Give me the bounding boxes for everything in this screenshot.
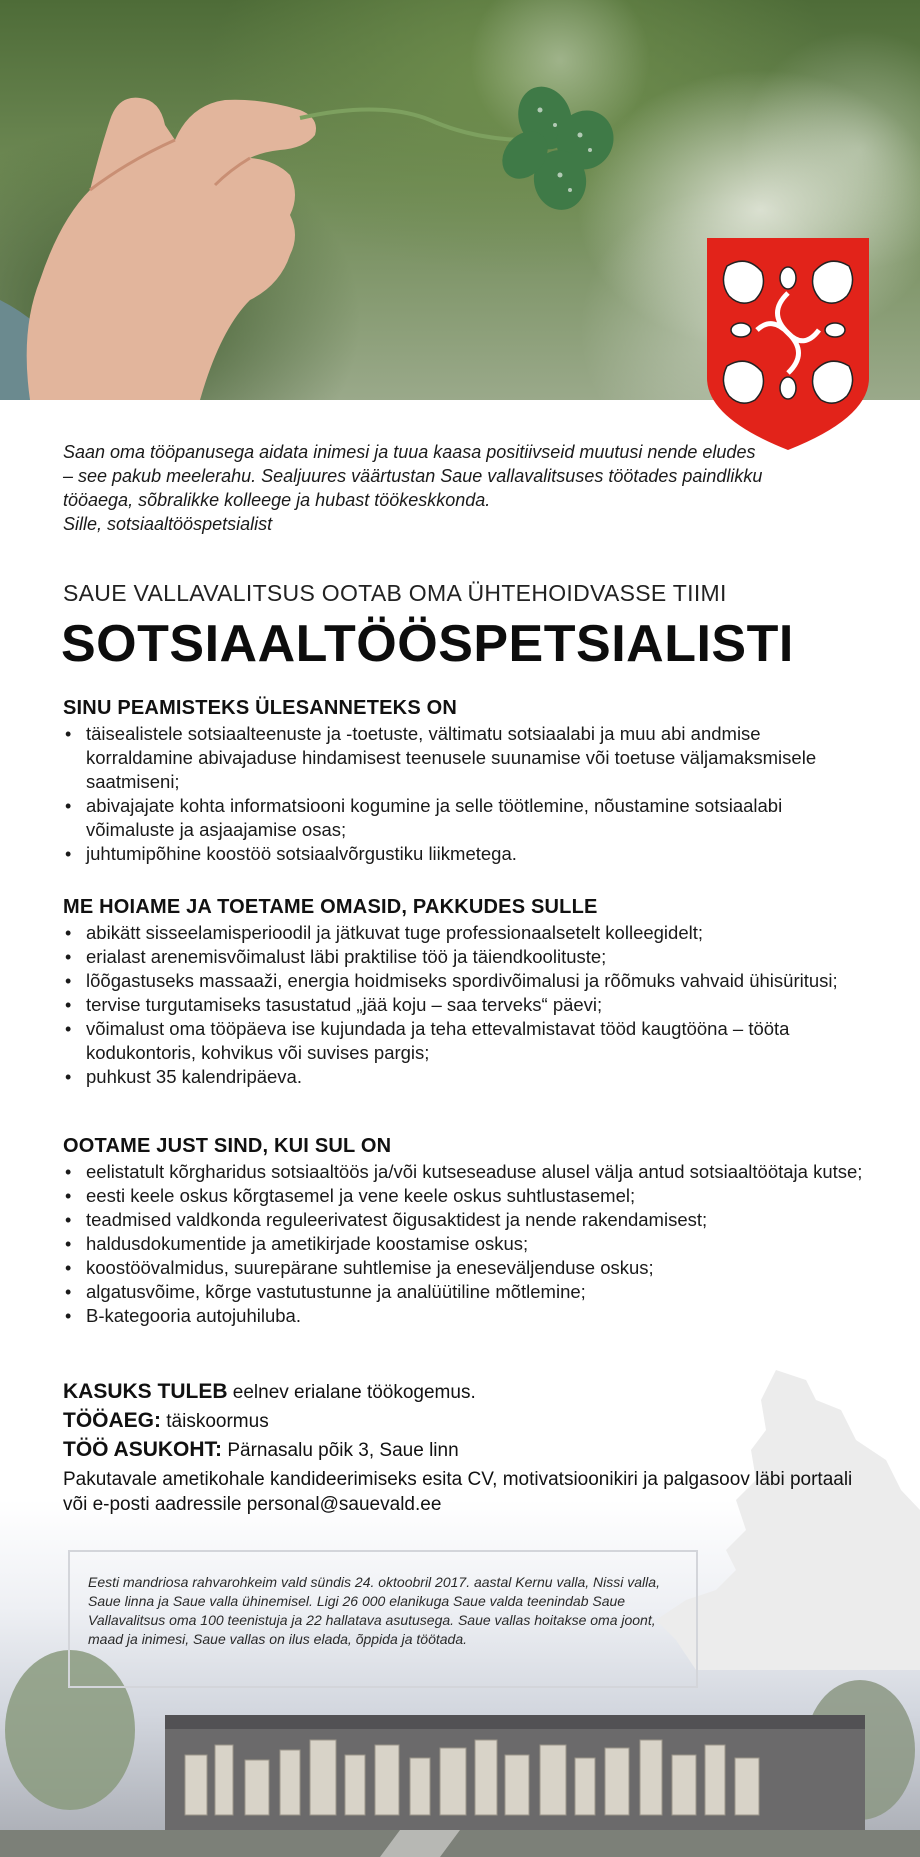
list-item: • B-kategooria autojuhiluba. <box>63 1304 863 1328</box>
job-facts <box>63 1378 863 1517</box>
duties-list <box>63 722 863 866</box>
section-heading: SINU PEAMISTEKS ÜLESANNETEKS ON <box>63 697 458 719</box>
hours-row <box>63 1407 863 1436</box>
location-row <box>63 1436 863 1465</box>
list-item: • erialast arenemisvõimalust läbi praktilise töö ja täiendkoolituste; <box>63 945 863 969</box>
requirements-list <box>63 1160 863 1328</box>
experience-value: eelnev erialane töökogemus. <box>227 1382 476 1403</box>
section-heading: OOTAME JUST SIND, KUI SUL ON <box>63 1135 392 1157</box>
section-heading: ME HOIAME JA TOETAME OMASID, PAKKUDES SULLE <box>63 896 598 918</box>
quote-text: Saan oma tööpanusega aidata inimesi ja tuua kaasa positiivseid muutusi nende eludes – see pakub meelerahu. Sealjuures väärtustan Saue vallavalitsuses töötades paindlikku tööaega, sõbralikke kolleege ja hubast töökeskkonda. <box>63 442 763 510</box>
list-item: • lõõgastuseks massaaži, energia hoidmiseks spordivõimalusi ja rõõmuks vahvaid ühisüritusi; <box>63 969 863 993</box>
list-item: • koostöövalmidus, suurepärane suhtlemise ja eneseväljenduse oskus; <box>63 1256 863 1280</box>
experience-row <box>63 1378 863 1407</box>
section-benefits <box>63 896 863 1089</box>
benefits-list <box>63 921 863 1089</box>
list-item: • algatusvõime, kõrge vastutustunne ja analüütiline mõtlemine; <box>63 1280 863 1304</box>
list-item: • täisealistele sotsiaalteenuste ja -toetuste, vältimatu sotsiaalabi ja muu abi andmise korraldamine abivajaduse hindamisest teenusele suunamise või toetuse väljamaksmisele saatmiseni; <box>63 722 863 794</box>
employee-quote <box>63 440 763 536</box>
location-value: Pärnasalu põik 3, Saue linn <box>222 1440 459 1461</box>
intro-line: SAUE VALLAVALITSUS OOTAB OMA ÜHTEHOIDVASSE TIIMI <box>63 580 727 606</box>
list-item: • juhtumipõhine koostöö sotsiaalvõrgustiku liikmetega. <box>63 842 863 866</box>
job-title: SOTSIAALTÖÖSPETSIALISTI <box>61 615 794 673</box>
section-duties <box>63 697 863 866</box>
municipality-info-text: Eesti mandriosa rahvarohkeim vald sündis 24. oktoobril 2017. aastal Kernu valla, Nissi valla, Saue linna ja Saue valla ühinemisel. Ligi 26 000 elanikuga Saue valda teenindab Saue Vallavalitsus oma 100 teenistuja ja 22 hallatava asutusega. Saue vallas hoitakse oma joont, maad ja inimesi, Saue vallas on ilus elada, õppida ja töötada. <box>88 1574 660 1647</box>
apply-instructions: Pakutavale ametikohale kandideerimiseks esita CV, motivatsioonikiri ja palgasoov läbi portaali või e-posti aadressile personal@sauevald.ee <box>63 1469 853 1515</box>
list-item: • tervise turgutamiseks tasustatud „jää koju – saa terveks“ päevi; <box>63 993 863 1017</box>
list-item: • haldusdokumentide ja ametikirjade koostamise oskus; <box>63 1232 863 1256</box>
list-item: • puhkust 35 kalendripäeva. <box>63 1065 863 1089</box>
hours-value: täiskoormus <box>161 1411 269 1432</box>
list-item: • eesti keele oskus kõrgtasemel ja vene keele oskus suhtlustasemel; <box>63 1184 863 1208</box>
location-label: TÖÖ ASUKOHT: <box>63 1438 223 1461</box>
section-requirements <box>63 1135 863 1328</box>
coat-of-arms-icon <box>707 238 869 450</box>
list-item: • abivajajate kohta informatsiooni kogumine ja selle töötlemine, nõustamine sotsiaalabi võimaluste ja asjaajamise osas; <box>63 794 863 842</box>
municipality-info-box <box>68 1550 698 1688</box>
list-item: • teadmised valdkonda reguleerivatest õigusaktidest ja nende rakendamisest; <box>63 1208 863 1232</box>
hours-label: TÖÖAEG: <box>63 1409 161 1432</box>
experience-label: KASUKS TULEB <box>63 1380 228 1403</box>
quote-author: Sille, sotsiaaltööspetsialist <box>63 514 273 534</box>
list-item: • eelistatult kõrgharidus sotsiaaltöös ja/või kutseseaduse alusel välja antud sotsiaaltöötaja kutse; <box>63 1160 863 1184</box>
list-item: • abikätt sisseelamisperioodil ja jätkuvat tuge professionaalsetelt kolleegidelt; <box>63 921 863 945</box>
list-item: • võimalust oma tööpäeva ise kujundada ja teha ettevalmistavat tööd kaugtööna – tööta kodukontoris, kohvikus või suvises pargis; <box>63 1017 863 1065</box>
